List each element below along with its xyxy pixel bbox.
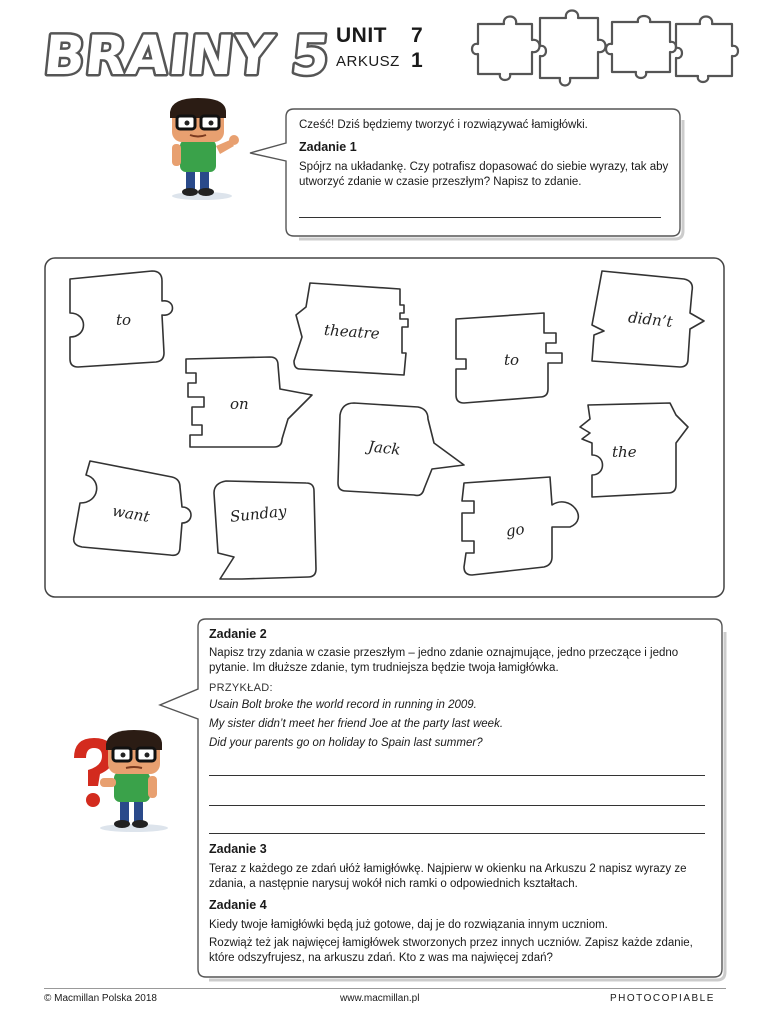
task3-title: Zadanie 3 — [209, 842, 267, 856]
task2-text: Napisz trzy zdania w czasie przeszłym – jedno zdanie oznajmujące, jedno przeczące i jedno pytanie. Im dłuższe zdanie, tym trudniejsza będzie twoja łamigłówka. — [209, 647, 679, 674]
brainy-logo — [40, 18, 333, 88]
footer-note: PHOTOCOPIABLE — [610, 993, 715, 1004]
puzzle-word: want — [110, 501, 151, 526]
footer-divider — [44, 988, 726, 989]
task1-text: Spójrz na układankę. Czy potrafisz dopasować do siebie wyrazy, tak aby utworzyć zdanie w czasie przeszłym? Napisz to zdanie. — [299, 161, 669, 188]
greeting-text: Cześć! Dziś będziemy tworzyć i rozwiązywać łamigłówki. — [299, 119, 588, 131]
task4-text: Kiedy twoje łamigłówki będą już gotowe, daj je do rozwiązania innym uczniom. — [209, 919, 608, 931]
example-sentence: Usain Bolt broke the world record in running in 2009. — [209, 699, 477, 711]
footer-copyright: © Macmillan Polska 2018 — [44, 993, 157, 1004]
answer-line[interactable] — [209, 805, 705, 806]
puzzle-word: go — [504, 519, 526, 541]
sheet-label: ARKUSZ — [336, 53, 400, 70]
puzzle-area — [44, 257, 726, 599]
task4-title: Zadanie 4 — [209, 898, 267, 912]
puzzle-word: theatre — [323, 320, 381, 343]
example-label: PRZYKŁAD: — [209, 682, 273, 694]
unit-label: UNIT — [336, 24, 387, 47]
task2-title: Zadanie 2 — [209, 627, 267, 641]
answer-line[interactable] — [299, 217, 661, 218]
answer-line[interactable] — [209, 775, 705, 776]
example-sentence: My sister didn’t meet her friend Joe at the party last week. — [209, 718, 504, 730]
puzzle-piece-sunday[interactable] — [214, 481, 316, 579]
puzzle-word: Sunday — [229, 502, 288, 526]
sheet-number: 1 — [411, 49, 423, 72]
puzzle-word: Jack — [367, 437, 402, 459]
footer-website[interactable]: www.macmillan.pl — [340, 993, 420, 1004]
puzzle-word: on — [230, 395, 249, 413]
boy-character-icon — [150, 96, 250, 204]
puzzle-word: didn’t — [627, 308, 674, 331]
unit-number: 7 — [411, 24, 423, 47]
task4-text: Rozwiąż też jak najwięcej łamigłówek stworzonych przez innych uczniów. Zapisz każde zdanie, które odszyfrujesz, na arkuszu zdań. Kto z was ma najwięcej zdań? — [209, 937, 693, 964]
example-sentence: Did your parents go on holiday to Spain last summer? — [209, 737, 483, 749]
puzzle-word: the — [612, 443, 637, 461]
decorative-puzzle-icon — [470, 10, 740, 88]
task3-text: Teraz z każdego ze zdań ułóż łamigłówkę. Najpierw w okienku na Arkuszu 2 napisz wyrazy ze zdania, a następnie narysuj wokół nich ramki o odpowiednich kształtach. — [209, 863, 687, 890]
answer-line[interactable] — [209, 833, 705, 834]
puzzle-word: to — [504, 351, 520, 369]
task1-title: Zadanie 1 — [299, 140, 357, 154]
logo-text: BRAINY 5 — [40, 24, 333, 87]
puzzle-word: to — [116, 311, 132, 329]
